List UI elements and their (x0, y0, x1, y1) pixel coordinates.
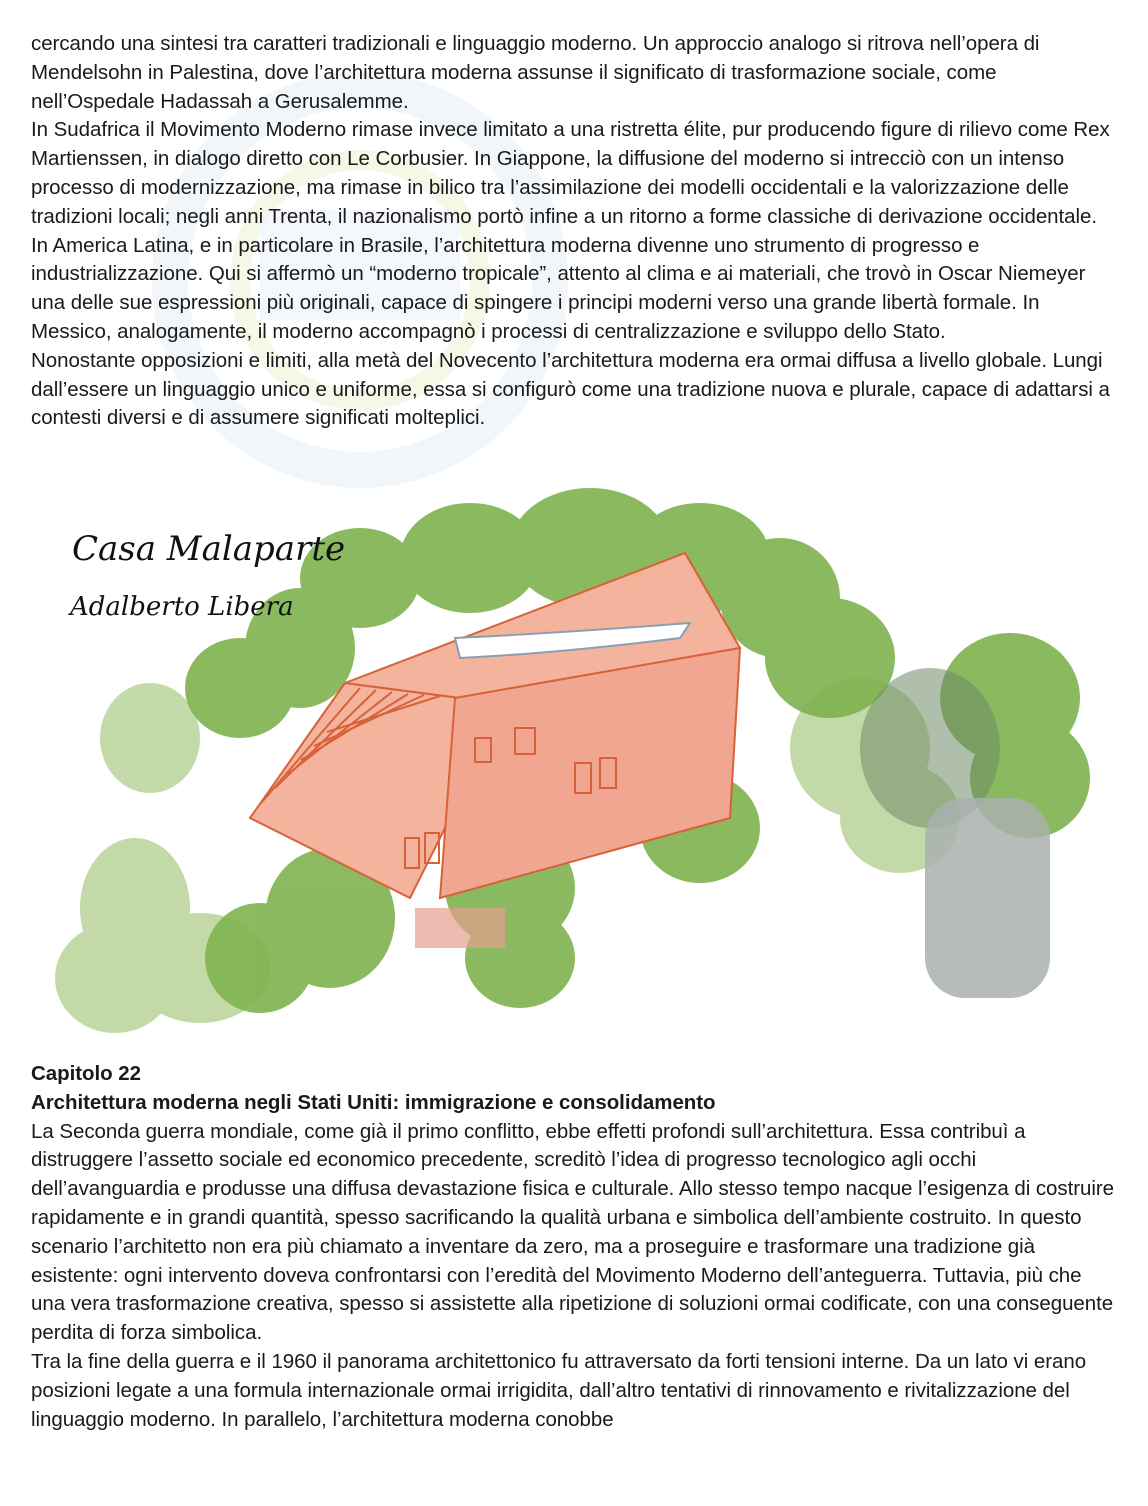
caption-author: Adalberto Libera (70, 592, 294, 622)
intro-text (31, 30, 1121, 433)
chapter-title: Architettura moderna negli Stati Uniti: immigrazione e consolidamento (31, 1090, 716, 1114)
intro-paragraph: In America Latina, e in particolare in Brasile, l’architettura moderna divenne uno strumento di progresso e industrializzazione. Qui si affermò un “moderno tropicale”, attento al clima e ai materiali, che trovò in Oscar Niemeyer una delle sue espressioni più originali, capace di spingere i principi moderni verso una grande libertà formale. In Messico, analogamente, il moderno accompagnò i processi di centralizzazione e sviluppo dello Stato. (31, 233, 1086, 343)
intro-paragraph: Nonostante opposizioni e limiti, alla metà del Novecento l’architettura moderna era ormai diffusa a livello globale. Lungi dall’essere un linguaggio unico e uniforme, essa si configurò come una tradizione nuova e plurale, capace di adattarsi a contesti diversi e di assumere significati molteplici. (31, 348, 1110, 430)
chapter-paragraph: Tra la fine della guerra e il 1960 il panorama architettonico fu attraversato da forti tensioni interne. Da un lato vi erano posizioni legate a una formula internazionale ormai irrigidita, dall’altro tentativi di rinnovamento e rivitalizzazione del linguaggio moderno. In parallelo, l’architettura moderna conobbe (31, 1349, 1087, 1431)
handwritten-caption (60, 515, 346, 635)
caption-title: Casa Malaparte (72, 529, 346, 569)
chapter-paragraph: La Seconda guerra mondiale, come già il primo conflitto, ebbe effetti profondi sull’architettura. Essa contribuì a distruggere l’assetto sociale ed economico precedente, screditò l’idea di progresso tecnologico agli occhi dell’avanguardia e produsse una diffusa devastazione fisica e culturale. Allo stesso tempo nacque l’esigenza di costruire rapidamente e in grandi quantità, spesso sacrificando la qualità urbana e simbolica dell’ambiente costruito. In questo scenario l’architetto non era più chiamato a inventare da zero, ma a proseguire e trasformare una tradizione già esistente: ogni intervento doveva confrontarsi con l’eredità del Movimento Moderno dell’anteguerra. Tuttavia, più che una vera trasformazione creativa, spesso si assistette alla ripetizione di soluzioni ormai codificate, con una conseguente perdita di forza simbolica. (31, 1119, 1115, 1345)
rock-outcrop (925, 798, 1050, 998)
chapter-number: Capitolo 22 (31, 1062, 141, 1085)
intro-paragraph: In Sudafrica il Movimento Moderno rimase invece limitato a una ristretta élite, pur producendo figure di rilievo come Rex Martienssen, in dialogo diretto con Le Corbusier. In Giappone, la diffusione del moderno si intrecciò con un intenso processo di modernizzazione, ma rimase in bilico tra l’assimilazione dei modelli occidentali e la valorizzazione delle tradizioni locali; negli anni Trenta, il nazionalismo portò infine a un ritorno a forme classiche di derivazione occidentale. (31, 118, 1110, 228)
chapter-section (31, 1060, 1121, 1434)
intro-paragraph: cercando una sintesi tra caratteri tradizionali e linguaggio moderno. Un approccio analogo si ritrova nell’opera di Mendelsohn in Palestina, dove l’architettura moderna assunse il significato di trasformazione sociale, come nell’Ospedale Hadassah a Gerusalemme. (31, 32, 1040, 113)
